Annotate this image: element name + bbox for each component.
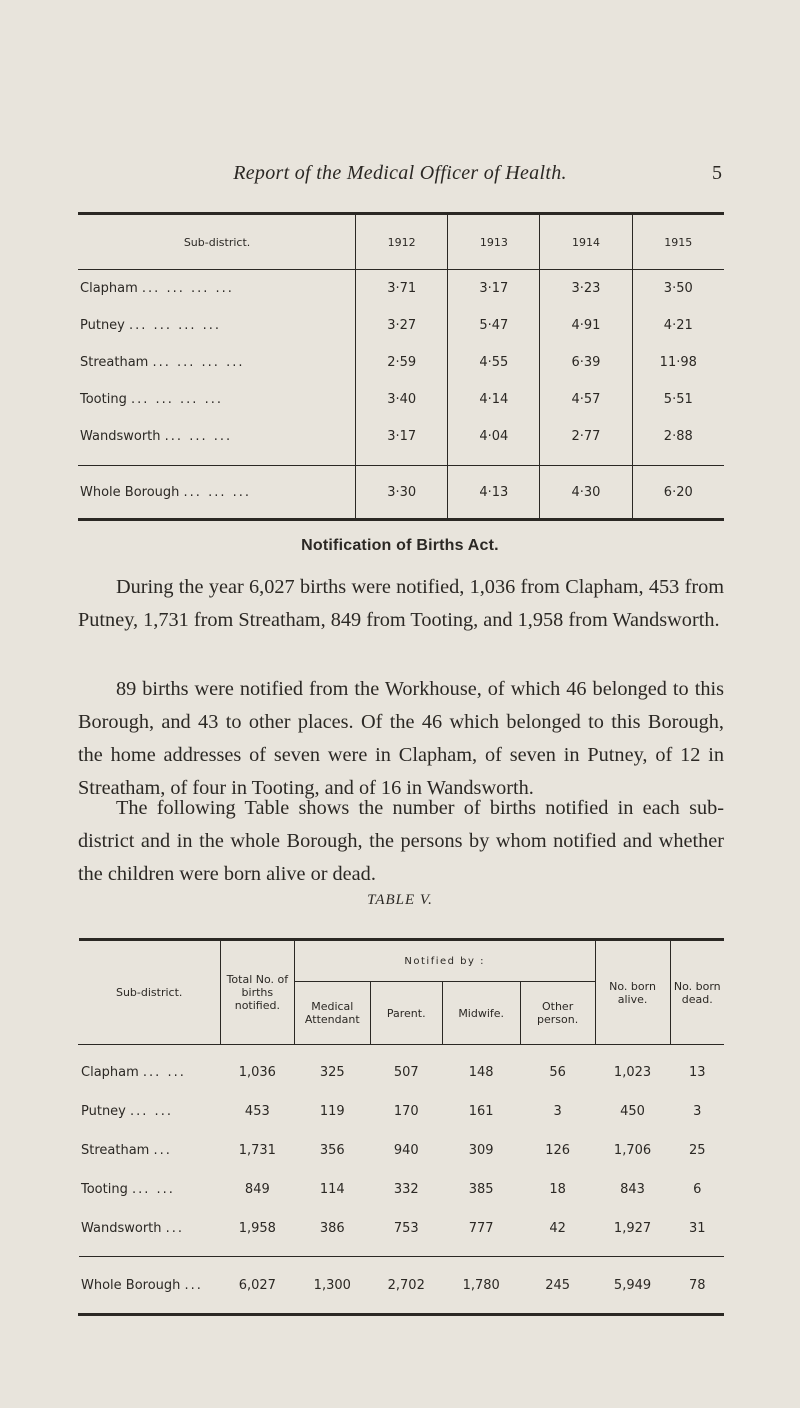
table-cell: 6·39	[540, 344, 632, 381]
table-cell: 4·14	[448, 381, 540, 418]
table-cell: 3	[693, 1104, 702, 1119]
table-cell: 6·20	[632, 466, 724, 520]
running-head	[78, 162, 722, 192]
row-label: Clapham	[81, 1065, 139, 1080]
table-cell: 753	[393, 1221, 419, 1236]
table-cell: 13	[688, 1065, 706, 1080]
table-cell: 2·88	[632, 418, 724, 455]
table-row	[79, 1131, 725, 1170]
table-cell: 119	[319, 1104, 345, 1119]
table-cell: 3·40	[356, 381, 448, 418]
table-cell: 1,706	[613, 1143, 652, 1158]
table-cell: 2,702	[370, 1257, 442, 1315]
col-header-other-person: Other person.	[520, 982, 595, 1045]
table-cell: 5·51	[632, 381, 724, 418]
paragraph: 89 births were notified from the Workhouse, of which 46 belonged to this Borough, and 43 to other places. Of the 46 which belonged to this Borough, the home addresses of seven were in Clapham, of seven in Putney, of 12 in Streatham, of four in Tooting, and of 16 in Wandsworth.	[78, 678, 724, 799]
col-header-1914: 1914	[540, 214, 632, 270]
row-label: Tooting	[80, 392, 127, 407]
table-cell: 450	[620, 1104, 645, 1119]
row-label: Streatham	[81, 1143, 150, 1158]
table-row	[78, 344, 724, 381]
table-cell: 1,958	[238, 1221, 276, 1236]
leader-dots: ... ...	[130, 1104, 173, 1119]
table-cell: 453	[244, 1104, 270, 1119]
table-cell: 940	[393, 1143, 419, 1158]
table-cell: 3·27	[356, 307, 448, 344]
table-cell: 507	[393, 1065, 419, 1080]
row-spacer	[78, 455, 724, 466]
col-header-parent: Parent.	[370, 982, 442, 1045]
row-label: Wandsworth	[81, 1221, 162, 1236]
col-header-1912: 1912	[356, 214, 448, 270]
leader-dots: ... ... ... ...	[129, 318, 222, 333]
table-cell: 148	[468, 1065, 494, 1080]
table-row	[79, 1209, 725, 1248]
table-row	[78, 270, 724, 308]
col-header-total: Total No. of births notified.	[220, 940, 294, 1045]
leader-dots: ... ... ... ...	[130, 392, 223, 407]
leader-dots: ... ...	[131, 1182, 175, 1197]
table-cell: 3·71	[356, 270, 448, 308]
leader-dots: ...	[153, 1143, 172, 1158]
col-header-born-dead: No. born dead.	[670, 940, 724, 1045]
table-cell: 1,731	[238, 1143, 276, 1158]
leader-dots: ... ... ...	[183, 484, 252, 500]
section-heading: Notification of Births Act.	[301, 537, 499, 554]
table-cell: 849	[244, 1182, 270, 1197]
table-cell: 11·98	[632, 344, 724, 381]
col-header-notified-by: Notified by :	[294, 940, 595, 982]
table-cell: 3·30	[356, 466, 448, 520]
col-header-1915: 1915	[632, 214, 724, 270]
table-cell: 4·13	[448, 466, 540, 520]
table-row	[79, 1053, 725, 1092]
leader-dots: ... ...	[142, 1065, 186, 1080]
table-cell: 161	[468, 1104, 494, 1119]
row-label: Tooting	[81, 1182, 128, 1197]
table-cell: 386	[319, 1221, 345, 1236]
table-cell: 777	[468, 1221, 494, 1236]
total-row	[78, 466, 724, 520]
table-cell: 170	[393, 1104, 419, 1119]
leader-dots: ... ... ...	[164, 429, 233, 444]
col-header-born-alive: No. born alive.	[595, 940, 670, 1045]
table-cell: 325	[319, 1065, 345, 1080]
table-cell: 4·57	[540, 381, 632, 418]
table-cell: 3·17	[356, 418, 448, 455]
table-cell: 3	[553, 1104, 562, 1119]
births-table	[78, 938, 724, 1316]
row-label: Clapham	[80, 281, 138, 296]
table-cell: 309	[468, 1143, 494, 1158]
leader-dots: ... ... ... ...	[141, 281, 234, 296]
table-cell: 2·77	[540, 418, 632, 455]
col-header-sub-district: Sub-district.	[79, 940, 221, 1045]
table-cell: 18	[549, 1182, 566, 1197]
col-header-medical-attendant: Medical Attendant	[294, 982, 370, 1045]
table-cell: 4·30	[540, 466, 632, 520]
page-number: 5	[712, 162, 722, 184]
table-row	[79, 1170, 725, 1209]
table-cell: 385	[468, 1182, 494, 1197]
table-cell: 843	[620, 1182, 645, 1197]
table-cell: 1,036	[238, 1065, 276, 1080]
paragraph: The following Table shows the number of births notified in each sub-district and in the whole Borough, the persons by whom notified and whether the children were born alive or dead.	[78, 797, 724, 885]
table-cell: 78	[670, 1257, 724, 1315]
table-cell: 114	[319, 1182, 345, 1197]
table-cell: 31	[688, 1221, 706, 1236]
table-cell: 3·50	[632, 270, 724, 308]
table-cell: 1,780	[442, 1257, 520, 1315]
row-label: Streatham	[80, 355, 149, 370]
row-label: Whole Borough	[81, 1277, 181, 1293]
table-row	[78, 381, 724, 418]
paragraph: During the year 6,027 births were notified, 1,036 from Clapham, 453 from Putney, 1,731 from Streatham, 849 from Tooting, and 1,958 from Wandsworth.	[78, 576, 724, 631]
running-title: Report of the Medical Officer of Health.	[233, 162, 567, 184]
col-header-1913: 1913	[448, 214, 540, 270]
table-cell: 42	[549, 1221, 566, 1236]
table-row	[79, 1092, 725, 1131]
table-cell: 1,927	[613, 1221, 652, 1236]
table-cell: 56	[549, 1065, 566, 1080]
table-caption: TABLE V.	[367, 892, 433, 908]
table-cell: 25	[688, 1143, 706, 1158]
table-cell: 126	[545, 1143, 571, 1158]
leader-dots: ...	[165, 1221, 185, 1236]
row-label: Putney	[81, 1104, 126, 1119]
table-cell: 3·17	[448, 270, 540, 308]
table-cell: 1,300	[294, 1257, 370, 1315]
row-label: Putney	[80, 318, 125, 333]
table-cell: 2·59	[356, 344, 448, 381]
table-cell: 3·23	[540, 270, 632, 308]
table-cell: 5,949	[595, 1257, 670, 1315]
table-cell: 356	[319, 1143, 345, 1158]
table-cell: 6,027	[220, 1257, 294, 1315]
rates-table	[78, 212, 724, 521]
table-cell: 332	[393, 1182, 419, 1197]
table-cell: 6	[693, 1182, 702, 1197]
table-cell: 4·04	[448, 418, 540, 455]
table-cell: 4·55	[448, 344, 540, 381]
col-header-sub-district: Sub-district.	[78, 214, 356, 270]
table-cell: 4·91	[540, 307, 632, 344]
leader-dots: ... ... ... ...	[152, 355, 245, 370]
table-cell: 4·21	[632, 307, 724, 344]
col-header-midwife: Midwife.	[442, 982, 520, 1045]
row-label: Wandsworth	[80, 429, 161, 444]
table-cell: 1,023	[613, 1065, 652, 1080]
leader-dots: ...	[184, 1277, 203, 1293]
table-cell: 245	[520, 1257, 595, 1315]
table-row	[78, 418, 724, 455]
table-row	[78, 307, 724, 344]
total-row	[79, 1257, 725, 1315]
table-cell: 5·47	[448, 307, 540, 344]
row-label: Whole Borough	[80, 484, 180, 500]
